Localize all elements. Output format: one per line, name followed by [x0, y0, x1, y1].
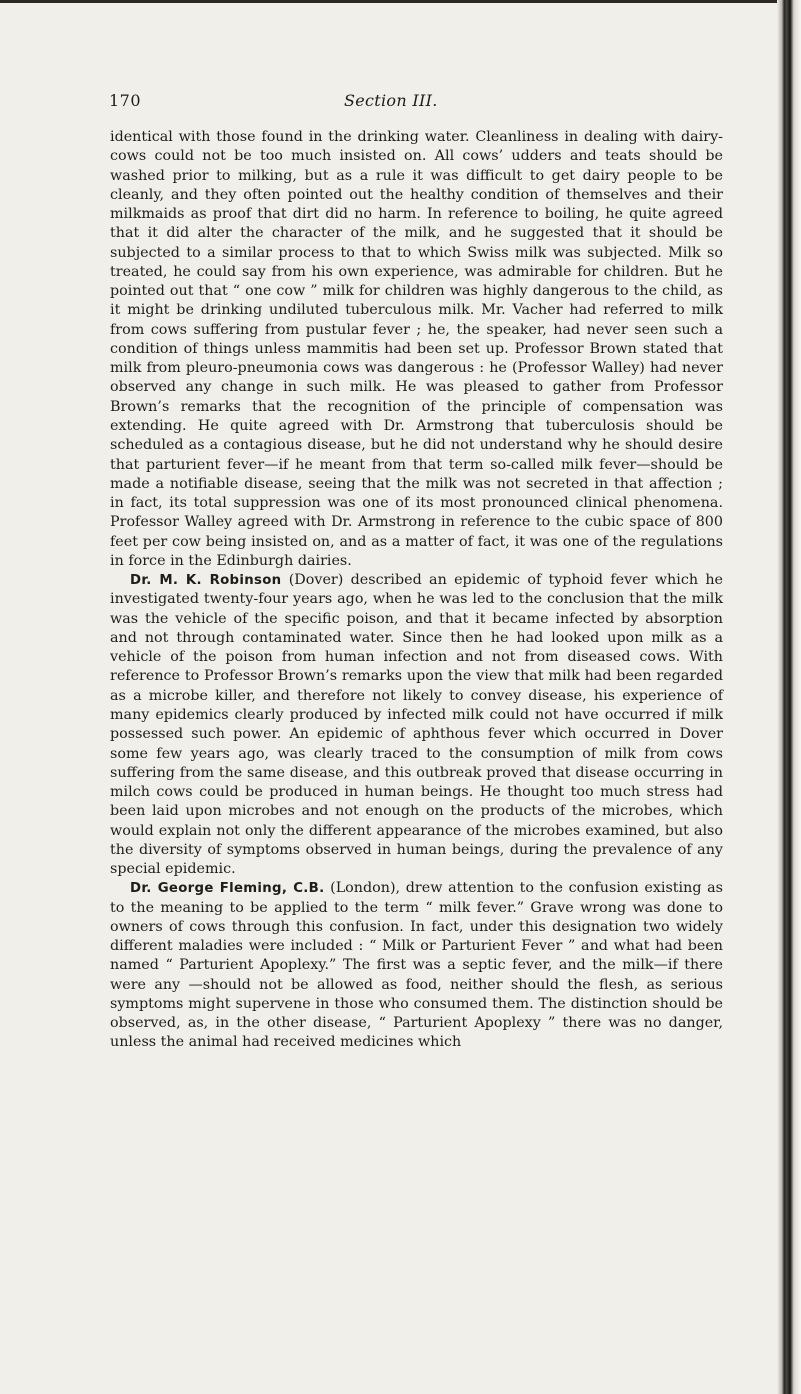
paragraph-text: (London), drew attention to the confusion existing as to the meaning to be applied to the term “ milk fever.” Grave wrong was done to owners of cows through this confusion. In fact, under this designation two widely different maladies were included : “ Milk or Parturient Fever ” and what had been named “ Parturient Apoplexy.” The first was a septic fever, and the milk—if there were any —should not be allowed as food, neither should the flesh, as serious symptoms might supervene in those who consumed them. The distinction should be observed, as, in the other disease, “ Parturient Apoplexy ” there was no danger, unless the animal had received medicines which	[110, 880, 723, 1051]
paragraph-text: identical with those found in the drinking water. Cleanliness in dealing with dairy-cows could not be too much insisted on. All cows’ udders and teats should be washed prior to milking, but as a rule it was difficult to get dairy people to be cleanly, and they often pointed out the healthy condition of themselves and their milkmaids as proof that dirt did no harm. In reference to boiling, he quite agreed that it did alter the character of the milk, and he suggested that it should be subjected to a similar process to that to which Swiss milk was subjected. Milk so treated, he could say from his own experience, was admirable for children. But he pointed out that “ one cow ” milk for children was highly dangerous to the child, as it might be drinking undiluted tuberculous milk. Mr. Vacher had referred to milk from cows suffering from pustular fever ; he, the speaker, had never seen such a condition of things unless mammitis had been set up. Professor Brown stated that milk from pleuro-pneumonia cows was dangerous : he (Professor Walley) had never observed any change in such milk. He was pleased to gather from Professor Brown’s remarks that the recognition of the principle of compensation was extending. He quite agreed with Dr. Armstrong that tuberculosis should be scheduled as a contagious disease, but he did not understand why he should desire that parturient fever—if he meant from that term so-called milk fever—should be made a notifiable disease, seeing that the milk was not secreted in that affection ; in fact, its total suppression was one of its most pronounced clinical phenomena. Professor Walley agreed with Dr. Armstrong in reference to the cubic space of 800 feet per cow being insisted on, and as a matter of fact, it was one of the regulations in force in the Edinburgh dairies.	[110, 129, 723, 569]
body-text	[110, 128, 723, 1053]
running-head	[109, 91, 729, 115]
top-edge-rule	[0, 0, 801, 3]
page-binding-edge	[777, 0, 801, 1394]
section-title: Section III.	[344, 91, 438, 110]
paragraph-fleming	[110, 879, 723, 1052]
page-number: 170	[109, 91, 142, 110]
speaker-name: Dr. George Fleming, C.B.	[130, 881, 325, 897]
paragraph-robinson	[110, 571, 723, 879]
speaker-name: Dr. M. K. Robinson	[130, 573, 282, 589]
paragraph-text: (Dover) described an epidemic of typhoid fever which he investigated twenty-four years ago, when he was led to the conclusion that the milk was the vehicle of the specific poison, and that it became infected by absorption and not through contaminated water. Since then he had looked upon milk as a vehicle of the poison from human infection and not from diseased cows. With reference to Professor Brown’s remarks upon the view that milk had been regarded as a microbe killer, and therefore not likely to convey disease, his experience of many epidemics clearly produced by infected milk could not have occurred if milk possessed such power. An epidemic of aphthous fever which occurred in Dover some few years ago, was clearly traced to the consumption of milk from cows suffering from the same disease, and this outbreak proved that disease occurring in milch cows could be produced in human beings. He thought too much stress had been laid upon microbes and not enough on the products of the microbes, which would explain not only the different appearance of the microbes examined, but also the diversity of symptoms observed in human beings, during the prevalence of any special epidemic.	[110, 572, 724, 878]
paragraph-continuation	[110, 128, 723, 571]
